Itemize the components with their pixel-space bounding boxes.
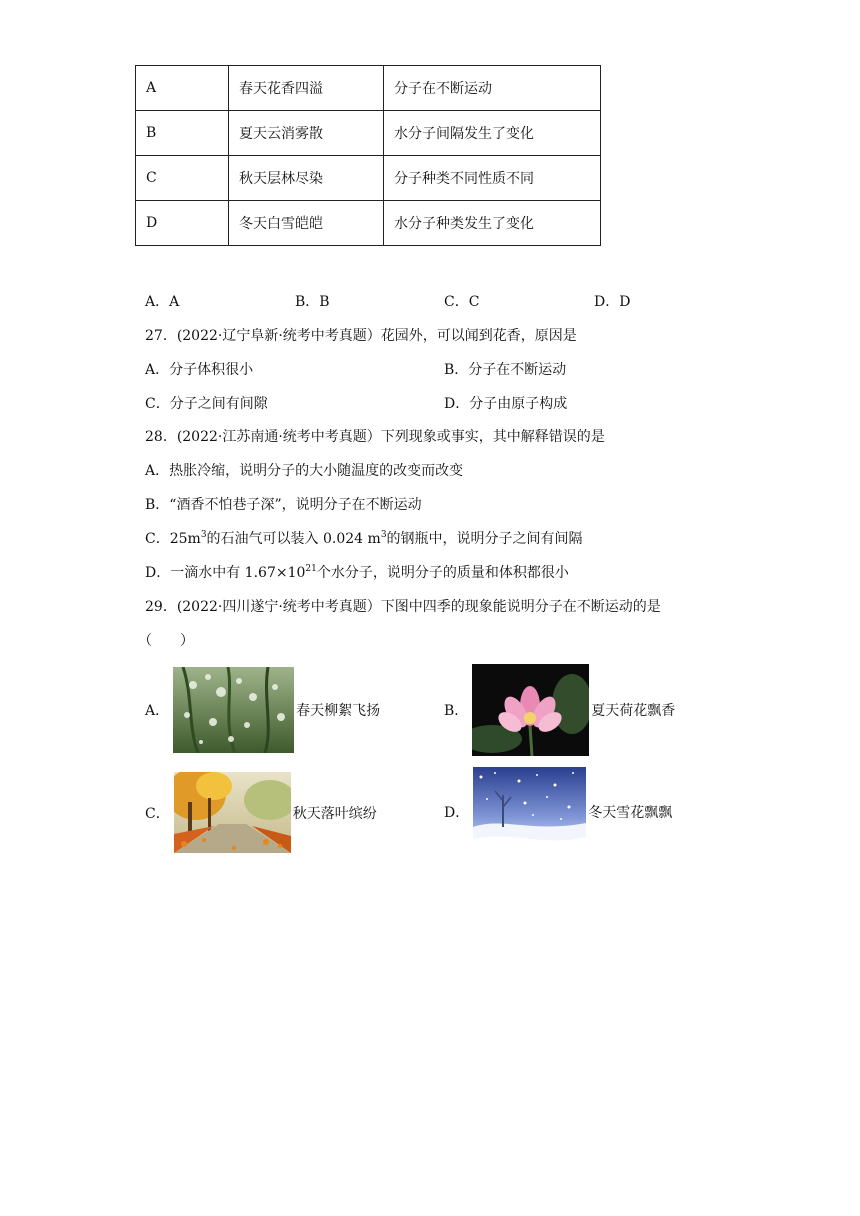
row-label: A	[136, 66, 229, 111]
table-row	[136, 66, 601, 111]
table-row	[136, 201, 601, 246]
row-label: B	[136, 111, 229, 156]
q26-option-c: C．C	[444, 294, 480, 310]
option-caption: 夏天荷花飘香	[591, 703, 676, 719]
q26-option-a: A．A	[145, 294, 180, 310]
q27-option-d: D．分子由原子构成	[444, 396, 568, 412]
option-caption: 冬天雪花飘飘	[588, 805, 673, 821]
snow-scene-image	[473, 767, 586, 857]
q27-stem: 27．(2022·辽宁阜新·统考中考真题）花园外，可以闻到花香，原因是	[145, 328, 577, 344]
q29-option-b	[444, 664, 675, 756]
q29-stem: 29．(2022·四川遂宁·统考中考真题）下图中四季的现象能说明分子在不断运动的是	[145, 599, 661, 615]
row-phenomenon: 冬天白雪皑皑	[229, 201, 384, 246]
row-explanation: 水分子种类发生了变化	[384, 201, 601, 246]
option-caption: 春天柳絮飞扬	[296, 703, 381, 719]
q28-d-post: 个水分子，说明分子的质量和体积都很小	[316, 565, 569, 581]
superscript: 21	[305, 564, 317, 574]
option-label: D．	[444, 805, 470, 821]
table-row	[136, 156, 601, 201]
option-label: C．	[145, 805, 170, 822]
q29-option-a	[145, 667, 380, 753]
q28-d-pre: D．一滴水中有 1.67×10	[145, 565, 306, 581]
option-label: A．	[145, 703, 170, 719]
autumn-leaves-image	[174, 772, 291, 853]
lotus-flower-image	[472, 664, 589, 756]
willow-catkins-image	[173, 667, 294, 753]
q29-option-d	[444, 767, 672, 857]
row-explanation: 分子种类不同性质不同	[384, 156, 601, 201]
q28-c-post: 的钢瓶中，说明分子之间有间隔	[386, 531, 583, 547]
q27-option-a: A．分子体积很小	[145, 362, 254, 378]
q26-option-b: B．B	[295, 294, 330, 310]
q29-answer-bracket: （ ）	[138, 633, 194, 649]
q27-option-b: B．分子在不断运动	[444, 362, 567, 378]
superscript: 3	[200, 530, 207, 540]
q27-option-c: C．分子之间有间隙	[145, 396, 268, 412]
row-explanation: 分子在不断运动	[384, 66, 601, 111]
q26-option-d: D．D	[594, 294, 631, 310]
row-label: C	[136, 156, 229, 201]
q29-option-c	[145, 772, 377, 853]
table-row	[136, 111, 601, 156]
option-label: B．	[444, 703, 469, 719]
q26-table	[135, 65, 601, 246]
q28-c-pre: C．25m	[145, 531, 201, 547]
q28-stem: 28．(2022·江苏南通·统考中考真题）下列现象或事实，其中解释错误的是	[145, 429, 605, 445]
q28-option-b: B．“酒香不怕巷子深”，说明分子在不断运动	[145, 497, 422, 513]
q28-option-d	[145, 562, 569, 582]
row-phenomenon: 春天花香四溢	[229, 66, 384, 111]
superscript: 3	[380, 530, 387, 540]
option-caption: 秋天落叶缤纷	[292, 805, 377, 822]
q28-option-a: A．热胀冷缩，说明分子的大小随温度的改变而改变	[145, 463, 464, 479]
q28-option-c	[145, 528, 583, 548]
row-phenomenon: 秋天层林尽染	[229, 156, 384, 201]
row-label: D	[136, 201, 229, 246]
row-explanation: 水分子间隔发生了变化	[384, 111, 601, 156]
q28-c-mid: 的石油气可以装入 0.024 m	[206, 531, 381, 547]
row-phenomenon: 夏天云消雾散	[229, 111, 384, 156]
